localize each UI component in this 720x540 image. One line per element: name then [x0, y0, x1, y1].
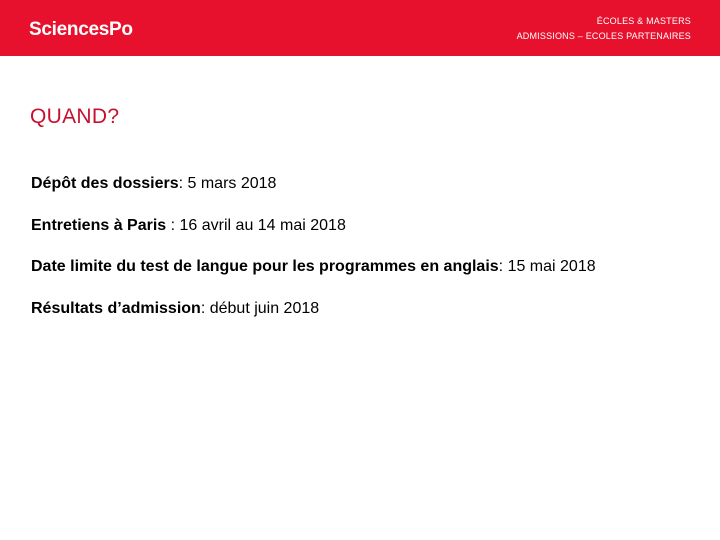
item-label: Entretiens à Paris: [31, 216, 171, 234]
item-label: Résultats d’admission: [31, 299, 201, 317]
header-band: [0, 0, 720, 56]
item-value: : 16 avril au 14 mai 2018: [170, 216, 346, 234]
item-resultats-admission: [31, 297, 701, 321]
item-date-limite-test-langue: [31, 255, 701, 279]
dates-list: [31, 172, 701, 338]
header-line-ecoles-masters: ÉCOLES & MASTERS: [596, 16, 691, 26]
item-value: : 15 mai 2018: [498, 258, 596, 275]
sciencespo-logo: SciencesPo: [29, 19, 133, 40]
header-subtitle: [517, 14, 691, 44]
slide-title: QUAND?: [30, 105, 120, 128]
item-value: : 5 mars 2018: [178, 175, 277, 192]
item-depot-dossiers: [31, 172, 701, 196]
header-line-admissions: ADMISSIONS – ECOLES PARTENAIRES: [516, 31, 691, 41]
item-label: Date limite du test de langue pour les programmes en anglais: [31, 258, 499, 275]
item-value: : début juin 2018: [200, 299, 320, 317]
item-label: Dépôt des dossiers: [31, 175, 179, 192]
item-entretiens-paris: [31, 214, 701, 238]
